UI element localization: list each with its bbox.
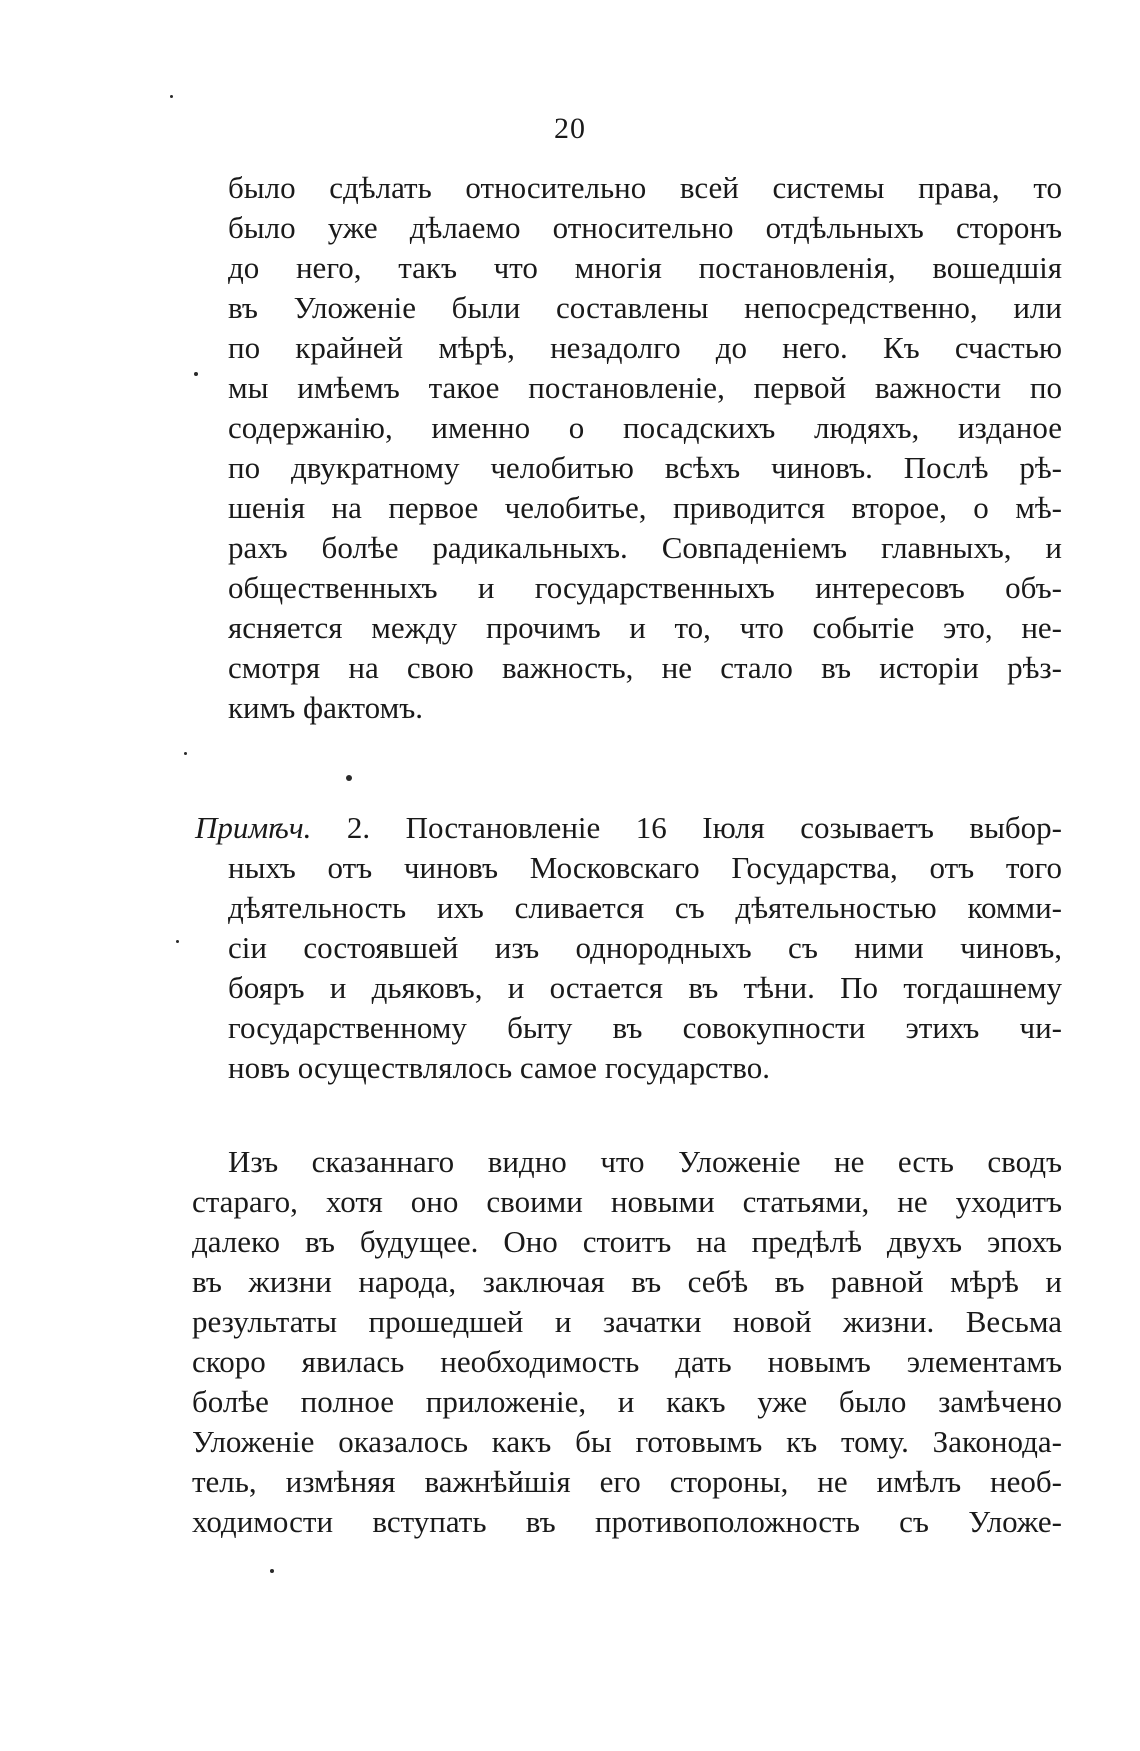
text-line: рахъ болѣе радикальныхъ. Совпаденіемъ главныхъ, и <box>228 530 1062 565</box>
scan-speck <box>346 775 352 781</box>
text-line: тель, измѣняя важнѣйшія его стороны, не имѣлъ необ- <box>192 1464 1062 1499</box>
text-line: бояръ и дьяковъ, и остается въ тѣни. По тогдашнему <box>228 970 1062 1005</box>
text-line: результаты прошедшей и зачатки новой жизни. Весьма <box>192 1304 1062 1339</box>
text-line: ныхъ отъ чиновъ Московскаго Государства, отъ того <box>228 850 1062 885</box>
text-line: ходимости вступать въ противоположность съ Уложе- <box>192 1504 1062 1539</box>
text-line: кимъ фактомъ. <box>228 690 423 725</box>
text-line: содержанію, именно о посадскихъ людяхъ, изданое <box>228 410 1062 445</box>
text-line: общественныхъ и государственныхъ интересовъ объ- <box>228 570 1062 605</box>
scan-speck <box>194 372 198 376</box>
text-line: смотря на свою важность, не стало въ исторіи рѣз- <box>228 650 1062 685</box>
text-line: по крайней мѣрѣ, незадолго до него. Къ счастью <box>228 330 1062 365</box>
text-line: далеко въ будущее. Оно стоитъ на предѣлѣ двухъ эпохъ <box>192 1224 1062 1259</box>
text-line: ясняется между прочимъ и то, что событіе это, не- <box>228 610 1062 645</box>
text-line: болѣе полное приложеніе, и какъ уже было замѣчено <box>192 1384 1062 1419</box>
text-line: въ Уложеніе были составлены непосредственно, или <box>228 290 1062 325</box>
note-first-line <box>195 808 1062 848</box>
text-line: Уложеніе оказалось какъ бы готовымъ къ тому. Законода- <box>192 1424 1062 1459</box>
text-line: новъ осуществлялось самое государство. <box>228 1050 770 1085</box>
text-line: до него, такъ что многія постановленія, вошедшія <box>228 250 1062 285</box>
text-line: было уже дѣлаемо относительно отдѣльныхъ сторонъ <box>228 210 1062 245</box>
text-line: государственному быту въ совокупности этихъ чи- <box>228 1010 1062 1045</box>
text-line: мы имѣемъ такое постановленіе, первой важности по <box>228 370 1062 405</box>
scan-speck <box>170 95 173 98</box>
page-number: 20 <box>554 112 586 145</box>
text-line: дѣятельность ихъ сливается съ дѣятельностью комми- <box>228 890 1062 925</box>
text-line: въ жизни народа, заключая въ себѣ въ равной мѣрѣ и <box>192 1264 1062 1299</box>
scan-speck <box>270 1569 274 1573</box>
text-line: по двукратному челобитью всѣхъ чиновъ. Послѣ рѣ- <box>228 450 1062 485</box>
text-line: было сдѣлать относительно всей системы права, то <box>228 170 1062 205</box>
text-line: стараго, хотя оно своими новыми статьями, не уходитъ <box>192 1184 1062 1219</box>
text-line: шенія на первое челобитье, приводится второе, о мѣ- <box>228 490 1062 525</box>
text-line: скоро явилась необходимость дать новымъ элементамъ <box>192 1344 1062 1379</box>
note-first-line-text: 2. Постановленіе 16 Іюля созываетъ выбор- <box>346 810 1062 845</box>
text-line: Изъ сказаннаго видно что Уложеніе не есть сводъ <box>228 1144 1062 1179</box>
note-label: Примѣч. <box>195 810 312 845</box>
scan-speck <box>176 940 179 943</box>
scan-speck <box>184 752 187 755</box>
text-line: сіи состоявшей изъ однородныхъ съ ними чиновъ, <box>228 930 1062 965</box>
